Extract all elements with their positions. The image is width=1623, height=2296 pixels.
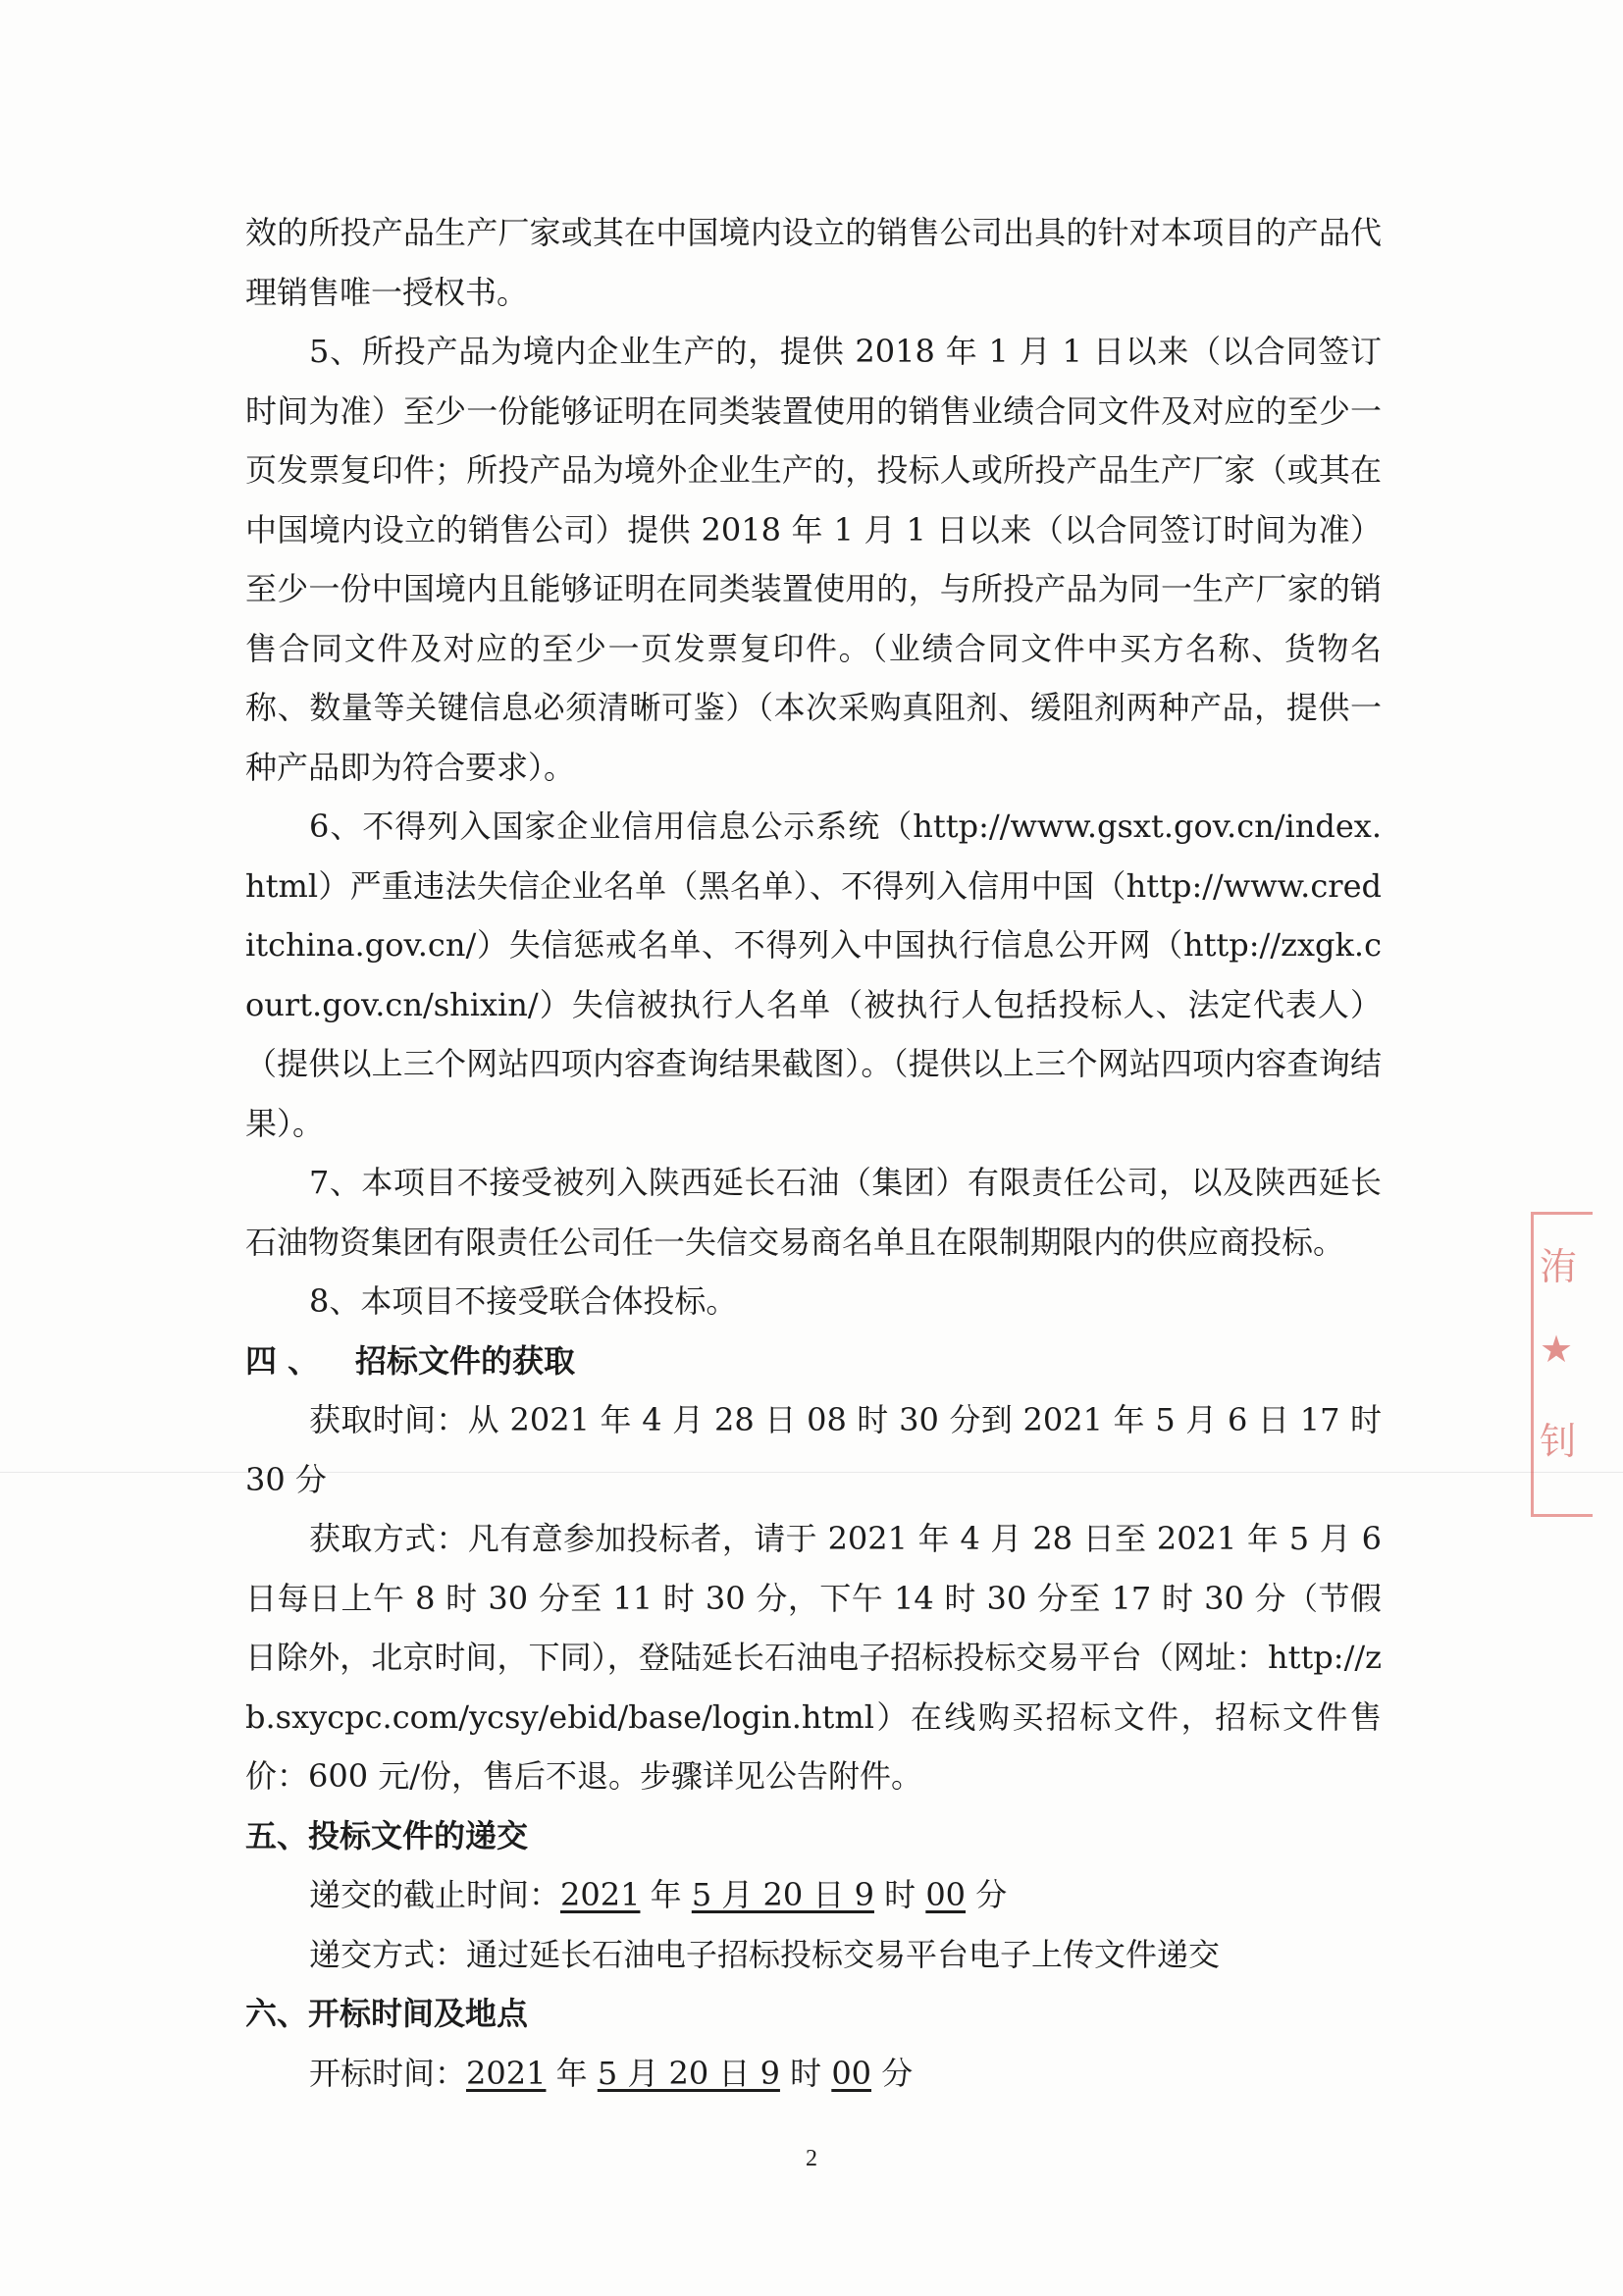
- section-4-heading: [245, 1331, 1382, 1391]
- deadline-year: 2021: [560, 1876, 641, 1913]
- submission-deadline-label: 递交的截止时间：: [309, 1876, 561, 1913]
- acquisition-time: 获取时间：从 2021 年 4 月 28 日 08 时 30 分到 2021 年 5 月 6 日 17 时 30 分: [245, 1401, 1382, 1498]
- paragraph-authorization: 效的所投产品生产厂家或其在中国境内设立的销售公司出具的针对本项目的产品代理销售唯一授权书。: [245, 214, 1382, 311]
- seal-char-2: 钊: [1540, 1420, 1578, 1463]
- section-4-number: 四 、: [245, 1341, 320, 1380]
- paragraph-item-8: 8、本项目不接受联合体投标。: [309, 1282, 738, 1320]
- paragraph-item-5: 5、所投产品为境内企业生产的，提供 2018 年 1 月 1 日以来（以合同签订时间为准）至少一份能够证明在同类装置使用的销售业绩合同文件及对应的至少一页发票复印件；所投产品为境外企业生产的，投标人或所投产品生产厂家（或其在中国境内设立的销售公司）提供 2018 年 1 月 1 日以来（以合同签订时间为准）至少一份中国境内且能够证明在同类装置使用的，与所投产品为同一生产厂家的销售合同文件及对应的至少一页发票复印件。（业绩合同文件中买方名称、货物名称、数量等关键信息必须清晰可鉴）（本次采购真阻剂、缓阻剂两种产品，提供一种产品即为符合要求）。: [245, 333, 1382, 786]
- opening-time-label: 开标时间：: [309, 2054, 467, 2092]
- deadline-month-day: 5 月 20 日 9: [691, 1876, 874, 1913]
- section-4-title: 招标文件的获取: [355, 1341, 576, 1380]
- deadline-minute: 00: [925, 1876, 967, 1913]
- acquisition-method: 获取方式：凡有意参加投标者，请于 2021 年 4 月 28 日至 2021 年 5 月 6 日每日上午 8 时 30 分至 11 时 30 分，下午 14 时 30 分至 17 时 30 分（节假日除外，北京时间，下同），登陆延长石油电子招标投标交易平台（网址：http://zb.sxycpc.com/ycsy/ebid/base/login.html）在线购买招标文件，招标文件售价：600 元/份，售后不退。步骤详见公告附件。: [245, 1520, 1382, 1795]
- red-seal-stamp: [1531, 1212, 1593, 1517]
- section-5-heading: 五、投标文件的递交: [245, 1816, 529, 1854]
- opening-time: 开标时间：2021 年 5 月 20 日 9 时 00 分: [309, 2054, 914, 2092]
- opening-month-day: 5 月 20 日 9: [597, 2054, 780, 2092]
- page-number: 2: [806, 2146, 817, 2171]
- document-body: [245, 203, 1382, 2103]
- submission-deadline: 递交的截止时间：2021 年 5 月 20 日 9 时 00 分: [309, 1876, 1008, 1913]
- paragraph-item-6: 6、不得列入国家企业信用信息公示系统（http://www.gsxt.gov.cn/index.html）严重违法失信企业名单（黑名单）、不得列入信用中国（http://www.creditchina.gov.cn/）失信惩戒名单、不得列入中国执行信息公开网（http://zxgk.court.gov.cn/shixin/）失信被执行人名单（被执行人包括投标人、法定代表人）（提供以上三个网站四项内容查询结果截图）。（提供以上三个网站四项内容查询结果）。: [245, 808, 1382, 1142]
- seal-star-icon: ★: [1540, 1328, 1574, 1371]
- submission-method: 递交方式：通过延长石油电子招标投标交易平台电子上传文件递交: [309, 1935, 1221, 1973]
- opening-year: 2021: [466, 2054, 547, 2092]
- seal-char-1: 洧: [1540, 1245, 1578, 1288]
- opening-minute: 00: [831, 2054, 872, 2092]
- paragraph-item-7: 7、本项目不接受被列入陕西延长石油（集团）有限责任公司，以及陕西延长石油物资集团有限责任公司任一失信交易商名单且在限制期限内的供应商投标。: [245, 1164, 1382, 1261]
- section-6-heading: 六、开标时间及地点: [245, 1995, 529, 2032]
